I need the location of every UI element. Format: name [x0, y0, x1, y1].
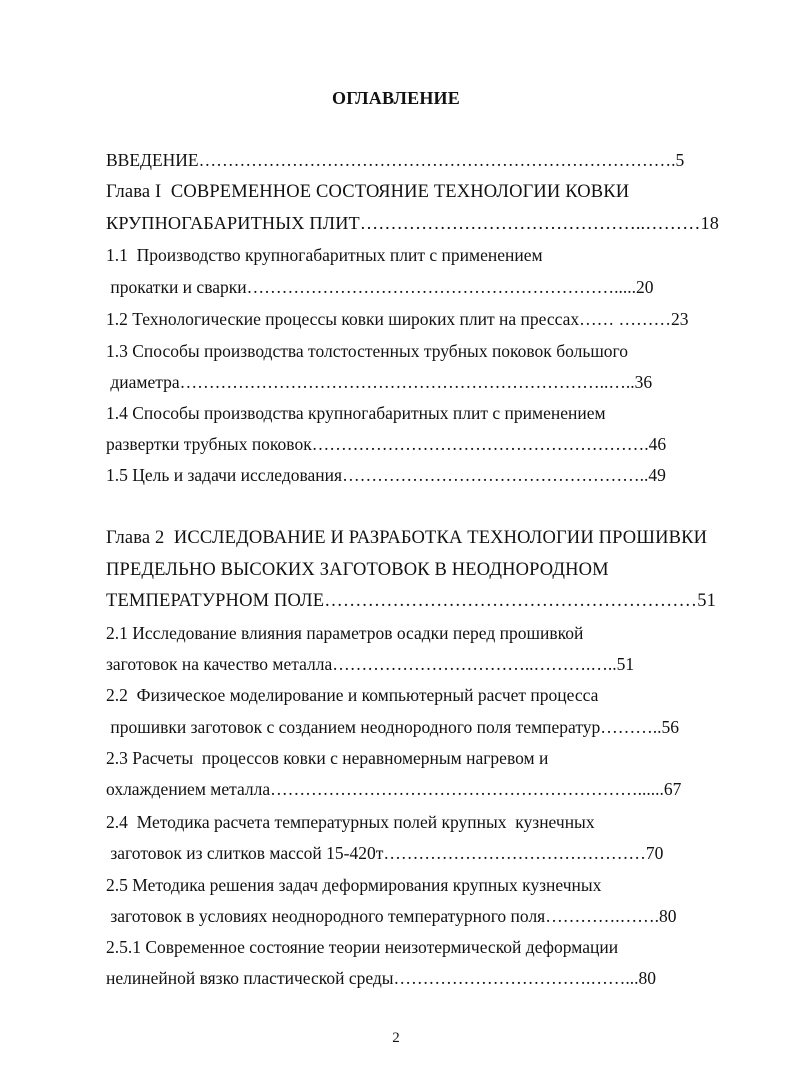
toc-section-2-1: 2.1 Исследование влияния параметров осадки перед прошивкой [106, 623, 584, 643]
toc-section-2-4-cont: заготовок из слитков массой 15-420т………………………………………70 [106, 843, 664, 863]
page-title: ОГЛАВЛЕНИЕ [332, 88, 460, 108]
toc-section-1-3-cont: диаметра………………………………………………………………..…..36 [106, 372, 653, 392]
toc-section-2-4: 2.4 Методика расчета температурных полей крупных кузнечных [106, 812, 595, 832]
toc-section-1-4-cont: развертки трубных поковок………………………………………………….46 [106, 434, 667, 454]
toc-section-2-2-cont: прошивки заготовок с созданием неоднородного поля температур………..56 [106, 717, 680, 737]
toc-section-2-3-cont: охлаждением металла………………………………………………………......67 [106, 779, 682, 799]
toc-section-2-5-1: 2.5.1 Современное состояние теории неизотермической деформации [106, 937, 619, 957]
toc-section-2-3: 2.3 Расчеты процессов ковки с неравномерным нагревом и [106, 748, 549, 768]
toc-section-2-5-1-cont: нелинейной вязко пластической среды…………………………….……...80 [106, 968, 657, 988]
toc-section-1-4: 1.4 Способы производства крупногабаритных плит с применением [106, 403, 606, 423]
toc-chapter-2-title: Глава 2 ИССЛЕДОВАНИЕ И РАЗРАБОТКА ТЕХНОЛОГИИ ПРОШИВКИ [106, 528, 708, 548]
toc-chapter-2-title-cont-1: ПРЕДЕЛЬНО ВЫСОКИХ ЗАГОТОВОК В НЕОДНОРОДНОМ [106, 560, 609, 580]
toc-section-1-2: 1.2 Технологические процессы ковки широких плит на прессах…… ………23 [106, 309, 689, 329]
toc-section-1-3: 1.3 Способы производства толстостенных трубных поковок большого [106, 341, 629, 361]
toc-section-2-5-cont: заготовок в условиях неоднородного температурного поля………….…….80 [106, 906, 677, 926]
toc-section-2-2: 2.2 Физическое моделирование и компьютерный расчет процесса [106, 685, 599, 705]
page-number: 2 [392, 1030, 400, 1046]
toc-chapter-2-title-cont-2: ТЕМПЕРАТУРНОМ ПОЛЕ……………………………………………………51 [106, 591, 716, 611]
toc-section-2-1-cont: заготовок на качество металла……………………………..……….…..51 [106, 654, 635, 674]
toc-section-1-1: 1.1 Производство крупногабаритных плит с применением [106, 245, 543, 265]
toc-section-2-5: 2.5 Методика решения задач деформирования крупных кузнечных [106, 875, 602, 895]
toc-introduction: ВВЕДЕНИЕ……………………………………………………………………….5 [106, 150, 685, 170]
toc-section-1-1-cont: прокатки и сварки……………………………………………………….....20 [106, 277, 654, 297]
toc-chapter-1-title-cont: КРУПНОГАБАРИТНЫХ ПЛИТ………………………………………..………18 [106, 213, 720, 233]
toc-section-1-5: 1.5 Цель и задачи исследования……………………………………………..49 [106, 465, 666, 485]
toc-chapter-1-title: Глава I СОВРЕМЕННОЕ СОСТОЯНИЕ ТЕХНОЛОГИИ КОВКИ [106, 182, 630, 202]
